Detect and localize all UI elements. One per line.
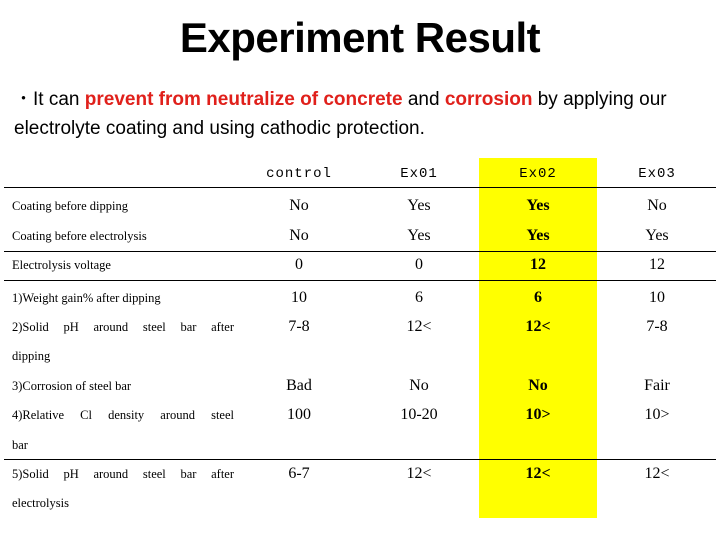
table-cell: 10 bbox=[291, 289, 307, 306]
table-cell: 0 bbox=[295, 256, 303, 273]
table-cell: 12< bbox=[525, 465, 551, 482]
table-divider bbox=[4, 280, 716, 281]
table-cell: 100 bbox=[287, 406, 311, 423]
column-header-ex02: Ex02 bbox=[519, 166, 557, 182]
column-header-control: control bbox=[266, 166, 332, 182]
row-label-solid-ph-after-dipping: 2)Solid pH around steel bar after bbox=[12, 320, 234, 334]
row-label-coating-before-electrolysis: Coating before electrolysis bbox=[12, 229, 147, 243]
table-cell: Yes bbox=[407, 197, 431, 214]
table-cell: 10> bbox=[644, 406, 670, 423]
table-cell: Yes bbox=[407, 227, 431, 244]
table-cell: No bbox=[528, 377, 548, 394]
row-label-weight-gain: 1)Weight gain% after dipping bbox=[12, 291, 161, 305]
intro-part-1: It can bbox=[33, 89, 85, 110]
table-cell: No bbox=[289, 227, 309, 244]
table-cell: 6 bbox=[415, 289, 423, 306]
table-cell: Yes bbox=[526, 227, 550, 244]
row-label-cl-density-cont: bar bbox=[12, 438, 28, 452]
row-label-solid-ph-after-dipping-cont: dipping bbox=[12, 349, 51, 363]
bullet: ・ bbox=[14, 89, 34, 110]
intro-highlight-neutralize: prevent from neutralize of concrete bbox=[84, 89, 403, 110]
row-label-solid-ph-after-electrolysis-cont: electrolysis bbox=[12, 496, 69, 510]
table-cell: 12 bbox=[530, 256, 546, 273]
table-cell: No bbox=[647, 197, 667, 214]
column-header-ex01: Ex01 bbox=[400, 166, 438, 182]
table-cell: Yes bbox=[645, 227, 669, 244]
table-cell: 6-7 bbox=[288, 465, 310, 482]
slide-title: Experiment Result bbox=[179, 14, 541, 61]
table-cell: Fair bbox=[644, 377, 670, 394]
table-cell: 0 bbox=[415, 256, 423, 273]
intro-part-2: and bbox=[402, 89, 445, 110]
table-cell: No bbox=[289, 197, 309, 214]
table-cell: No bbox=[409, 377, 429, 394]
table-divider bbox=[4, 459, 716, 460]
table-cell: 12 bbox=[649, 256, 665, 273]
intro-highlight-corrosion: corrosion bbox=[444, 89, 533, 110]
table-cell: 12< bbox=[406, 465, 432, 482]
row-label-solid-ph-after-electrolysis: 5)Solid pH around steel bar after bbox=[12, 467, 234, 481]
table-cell: 12< bbox=[406, 318, 432, 335]
table-cell: 12< bbox=[644, 465, 670, 482]
column-header-ex03: Ex03 bbox=[638, 166, 676, 182]
table-cell: 7-8 bbox=[646, 318, 668, 335]
table-divider bbox=[4, 187, 716, 188]
row-label-coating-before-dipping: Coating before dipping bbox=[12, 199, 128, 213]
table-cell: 10-20 bbox=[400, 406, 438, 423]
row-label-electrolysis-voltage: Electrolysis voltage bbox=[12, 258, 111, 272]
table-cell: 7-8 bbox=[288, 318, 310, 335]
table-cell: Yes bbox=[526, 197, 550, 214]
table-cell: 10> bbox=[525, 406, 551, 423]
table-divider bbox=[4, 251, 716, 252]
row-label-corrosion: 3)Corrosion of steel bar bbox=[12, 379, 132, 393]
row-label-cl-density: 4)Relative Cl density around steel bbox=[12, 408, 234, 422]
table-cell: 6 bbox=[534, 289, 542, 306]
intro-text bbox=[14, 85, 714, 143]
table-cell: Bad bbox=[286, 377, 312, 394]
table-cell: 10 bbox=[649, 289, 665, 306]
table-cell: 12< bbox=[525, 318, 551, 335]
intro-part-3: by applying our electrolyte coating and using cathodic protection. bbox=[14, 89, 667, 139]
